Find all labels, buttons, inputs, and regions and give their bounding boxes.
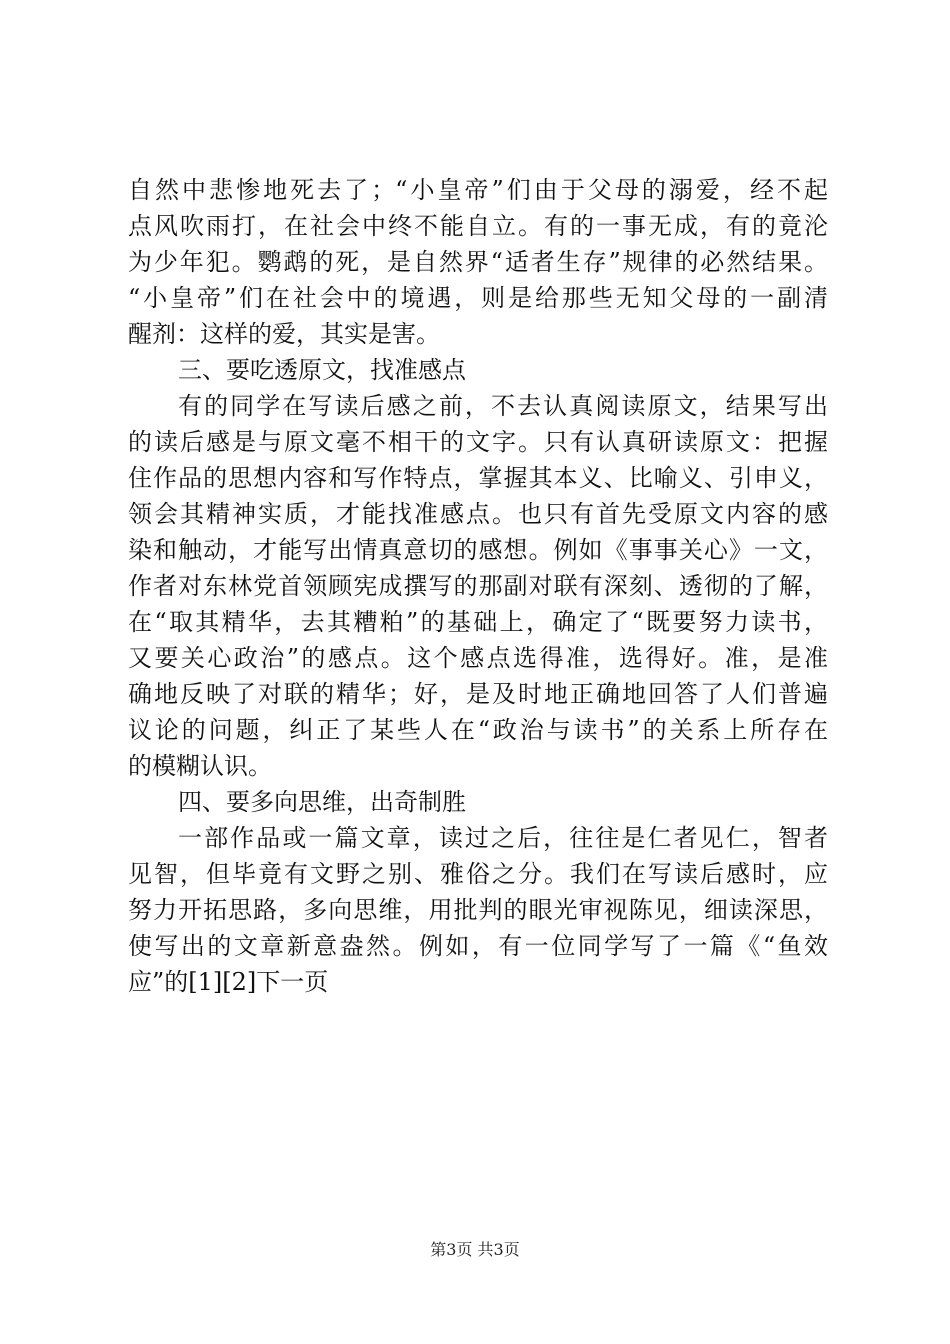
text-line: 四、要多向思维，出奇制胜 (178, 788, 466, 816)
text-line: 住作品的思想内容和写作特点，掌握其本义、比喻义、引申义， (128, 464, 828, 492)
text-line: 为少年犯。鹦鹉的死，是自然界“适者生存”规律的必然结果。 (128, 248, 828, 276)
text-line: 在“取其精华，去其糟粕”的基础上，确定了“既要努力读书， (128, 608, 828, 636)
text-line: 议论的问题，纠正了某些人在“政治与读书”的关系上所存在 (128, 716, 828, 744)
text-line: 三、要吃透原文，找准感点 (178, 356, 466, 384)
text-line: 染和触动，才能写出情真意切的感想。例如《事事关心》一文， (128, 536, 828, 564)
text-line: 点风吹雨打，在社会中终不能自立。有的一事无成，有的竟沦 (128, 212, 828, 240)
text-line: 又要关心政治”的感点。这个感点选得准，选得好。准，是准 (128, 644, 828, 672)
text-line: 应”的[1][2]下一页 (128, 968, 329, 996)
text-line: 领会其精神实质，才能找准感点。也只有首先受原文内容的感 (128, 500, 828, 528)
text-line: 的模糊认识。 (128, 752, 272, 780)
text-line: 一部作品或一篇文章，读过之后，往往是仁者见仁，智者 (178, 824, 828, 852)
text-line: 见智，但毕竟有文野之别、雅俗之分。我们在写读后感时，应 (128, 860, 828, 888)
document-body (128, 172, 828, 1000)
text-line: 作者对东林党首领顾宪成撰写的那副对联有深刻、透彻的了解， (128, 572, 828, 600)
text-line: 自然中悲惨地死去了；“小皇帝”们由于父母的溺爱，经不起 (128, 176, 828, 204)
text-line: 努力开拓思路，多向思维，用批判的眼光审视陈见，细读深思， (128, 896, 828, 924)
text-line: 醒剂：这样的爱，其实是害。 (128, 320, 440, 348)
page-footer: 第3页 共3页 (430, 1240, 520, 1259)
text-line: 确地反映了对联的精华；好，是及时地正确地回答了人们普遍 (128, 680, 828, 708)
text-line: 使写出的文章新意盎然。例如，有一位同学写了一篇《“鱼效 (128, 932, 828, 960)
text-line: 有的同学在写读后感之前，不去认真阅读原文，结果写出 (178, 392, 828, 420)
text-line: “小皇帝”们在社会中的境遇，则是给那些无知父母的一副清 (128, 284, 828, 312)
text-line: 的读后感是与原文毫不相干的文字。只有认真研读原文：把握 (128, 428, 828, 456)
